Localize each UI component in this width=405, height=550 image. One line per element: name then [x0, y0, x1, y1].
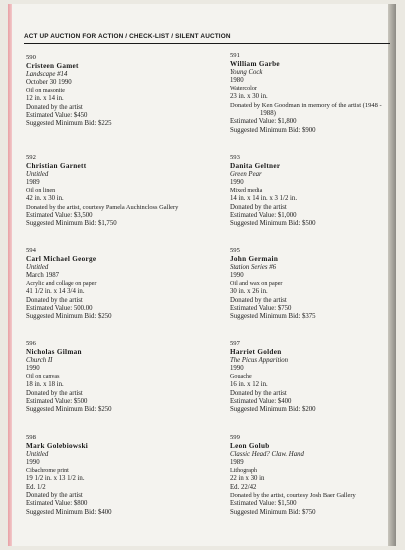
lot-medium: Lithograph	[230, 468, 258, 475]
lot-number: 595	[230, 247, 240, 254]
lot-dimensions: 16 in. x 12 in.	[230, 381, 268, 389]
lot-title: Untitled	[26, 170, 49, 178]
lot-estimated-value: Estimated Value: $450	[26, 112, 88, 120]
lot-medium: Oil on linen	[26, 188, 56, 195]
lot-number: 591	[230, 52, 240, 59]
lot-donor: Donated by the artist	[230, 389, 287, 397]
lot-title: Untitled	[26, 263, 49, 271]
lot-artist: John Germain	[230, 255, 279, 264]
lot-598	[26, 434, 196, 517]
lot-dimensions: 41 1/2 in. x 14 3/4 in.	[26, 288, 85, 296]
lot-medium: Mixed media	[230, 188, 263, 195]
lot-title: The Picus Apparition	[230, 356, 289, 364]
lot-artist: Nicholas Gilman	[26, 348, 82, 357]
lot-number: 596	[26, 340, 36, 347]
lot-date: March 1987	[26, 271, 60, 279]
lot-date: 1990	[230, 271, 244, 279]
lot-number: 599	[230, 434, 240, 441]
lot-artist: Cristeen Gamet	[26, 62, 79, 71]
lot-title: Green Pear	[230, 170, 262, 178]
lot-number: 593	[230, 154, 240, 161]
lot-medium: Oil on canvas	[26, 374, 60, 381]
lot-donor: Donated by the artist	[26, 103, 83, 111]
lot-title: Young Cock	[230, 68, 263, 76]
lot-date: 1989	[26, 178, 40, 186]
lot-artist: Leon Golub	[230, 442, 270, 451]
lot-medium: Oil and wax on paper	[230, 281, 283, 288]
lot-597	[230, 340, 400, 415]
lot-title: Station Series #6	[230, 263, 277, 271]
lot-estimated-value: Estimated Value: $500	[26, 398, 88, 406]
page-header: ACT UP AUCTION FOR ACTION / CHECK-LIST / SILENT AUCTION	[24, 33, 231, 40]
lot-dimensions: 23 in. x 30 in.	[230, 93, 268, 101]
lot-date: October 30 1990	[26, 78, 72, 86]
lot-edition: Ed. 22/42	[230, 483, 257, 491]
page-edge-left	[8, 4, 12, 546]
lot-minimum-bid: Suggested Minimum Bid: $750	[230, 508, 316, 516]
lot-donor: Donated by the artist	[230, 296, 287, 304]
lot-title: Landscape #14	[26, 70, 68, 78]
lot-minimum-bid: Suggested Minimum Bid: $400	[26, 508, 112, 516]
lot-minimum-bid: Suggested Minimum Bid: $1,750	[26, 220, 117, 228]
lot-donor: Donated by the artist	[26, 389, 83, 397]
lot-number: 598	[26, 434, 36, 441]
lot-date: 1980	[230, 76, 244, 84]
lot-minimum-bid: Suggested Minimum Bid: $250	[26, 313, 112, 321]
lot-minimum-bid: Suggested Minimum Bid: $500	[230, 220, 316, 228]
lot-title: Classic Head? Claw. Hand	[230, 450, 304, 458]
lot-dimensions: 12 in. x 14 in.	[26, 95, 64, 103]
lot-artist: Danita Geltner	[230, 162, 281, 171]
lot-edition: Ed. 1/2	[26, 483, 46, 491]
lot-donor-continued: 1988)	[260, 110, 276, 118]
lot-artist: Mark Golebiowski	[26, 442, 89, 451]
lot-medium: Oil on masonite	[26, 88, 65, 95]
lot-592	[26, 154, 216, 229]
lot-estimated-value: Estimated Value: $1,500	[230, 500, 297, 508]
lot-minimum-bid: Suggested Minimum Bid: $900	[230, 126, 316, 134]
lot-minimum-bid: Suggested Minimum Bid: $200	[230, 406, 316, 414]
lot-date: 1989	[230, 458, 244, 466]
lot-date: 1990	[26, 364, 40, 372]
lot-donor: Donated by the artist, courtesy Josh Baer Gallery	[230, 492, 356, 500]
lot-donor: Donated by the artist	[26, 492, 83, 500]
lot-number: 592	[26, 154, 36, 161]
lot-minimum-bid: Suggested Minimum Bid: $225	[26, 120, 112, 128]
lot-dimensions: 18 in. x 18 in.	[26, 381, 64, 389]
lot-596	[26, 340, 196, 415]
lot-medium: Acrylic and collage on paper	[26, 281, 97, 288]
lot-number: 594	[26, 247, 36, 254]
lot-estimated-value: Estimated Value: $800	[26, 500, 88, 508]
lot-estimated-value: Estimated Value: $3,500	[26, 212, 93, 220]
lot-medium: Cibachrome print	[26, 468, 69, 475]
lot-590	[26, 54, 196, 129]
lot-estimated-value: Estimated Value: $400	[230, 398, 292, 406]
lot-medium: Gouache	[230, 374, 252, 381]
lot-title: Church II	[26, 356, 53, 364]
lot-date: 1990	[26, 458, 40, 466]
lot-artist: William Garbe	[230, 60, 280, 69]
lot-donor: Donated by Ken Goodman in memory of the artist (1948 -	[230, 101, 382, 109]
lot-dimensions: 22 in x 30 in	[230, 475, 265, 483]
lot-artist: Carl Michael George	[26, 255, 97, 264]
lot-artist: Christian Garnett	[26, 162, 87, 171]
lot-donor: Donated by the artist, courtesy Pamela Auchincloss Gallery	[26, 203, 179, 211]
lot-dimensions: 19 1/2 in. x 13 1/2 in.	[26, 475, 85, 483]
lot-estimated-value: Estimated Value: 500.00	[26, 305, 93, 313]
lot-dimensions: 30 in. x 26 in.	[230, 288, 268, 296]
lot-595	[230, 247, 400, 322]
lot-593	[230, 154, 400, 229]
lot-date: 1990	[230, 364, 244, 372]
lot-artist: Harriet Golden	[230, 348, 282, 357]
lot-estimated-value: Estimated Value: $1,800	[230, 118, 297, 126]
lot-donor: Donated by the artist	[26, 296, 83, 304]
lot-number: 597	[230, 340, 240, 347]
lot-date: 1990	[230, 178, 244, 186]
lot-medium: Watercolor	[230, 86, 257, 93]
lot-dimensions: 42 in. x 30 in.	[26, 195, 64, 203]
lot-minimum-bid: Suggested Minimum Bid: $375	[230, 313, 316, 321]
catalog-page	[8, 4, 396, 546]
lot-number: 590	[26, 54, 36, 61]
lot-title: Untitled	[26, 450, 49, 458]
lot-estimated-value: Estimated Value: $750	[230, 305, 292, 313]
lot-dimensions: 14 in. x 14 in. x 3 1/2 in.	[230, 195, 298, 203]
header-rule	[24, 43, 390, 44]
lot-591	[230, 52, 394, 135]
lot-594	[26, 247, 196, 322]
lot-minimum-bid: Suggested Minimum Bid: $250	[26, 406, 112, 414]
lot-599	[230, 434, 394, 517]
lot-estimated-value: Estimated Value: $1,000	[230, 212, 297, 220]
lot-donor: Donated by the artist	[230, 203, 287, 211]
